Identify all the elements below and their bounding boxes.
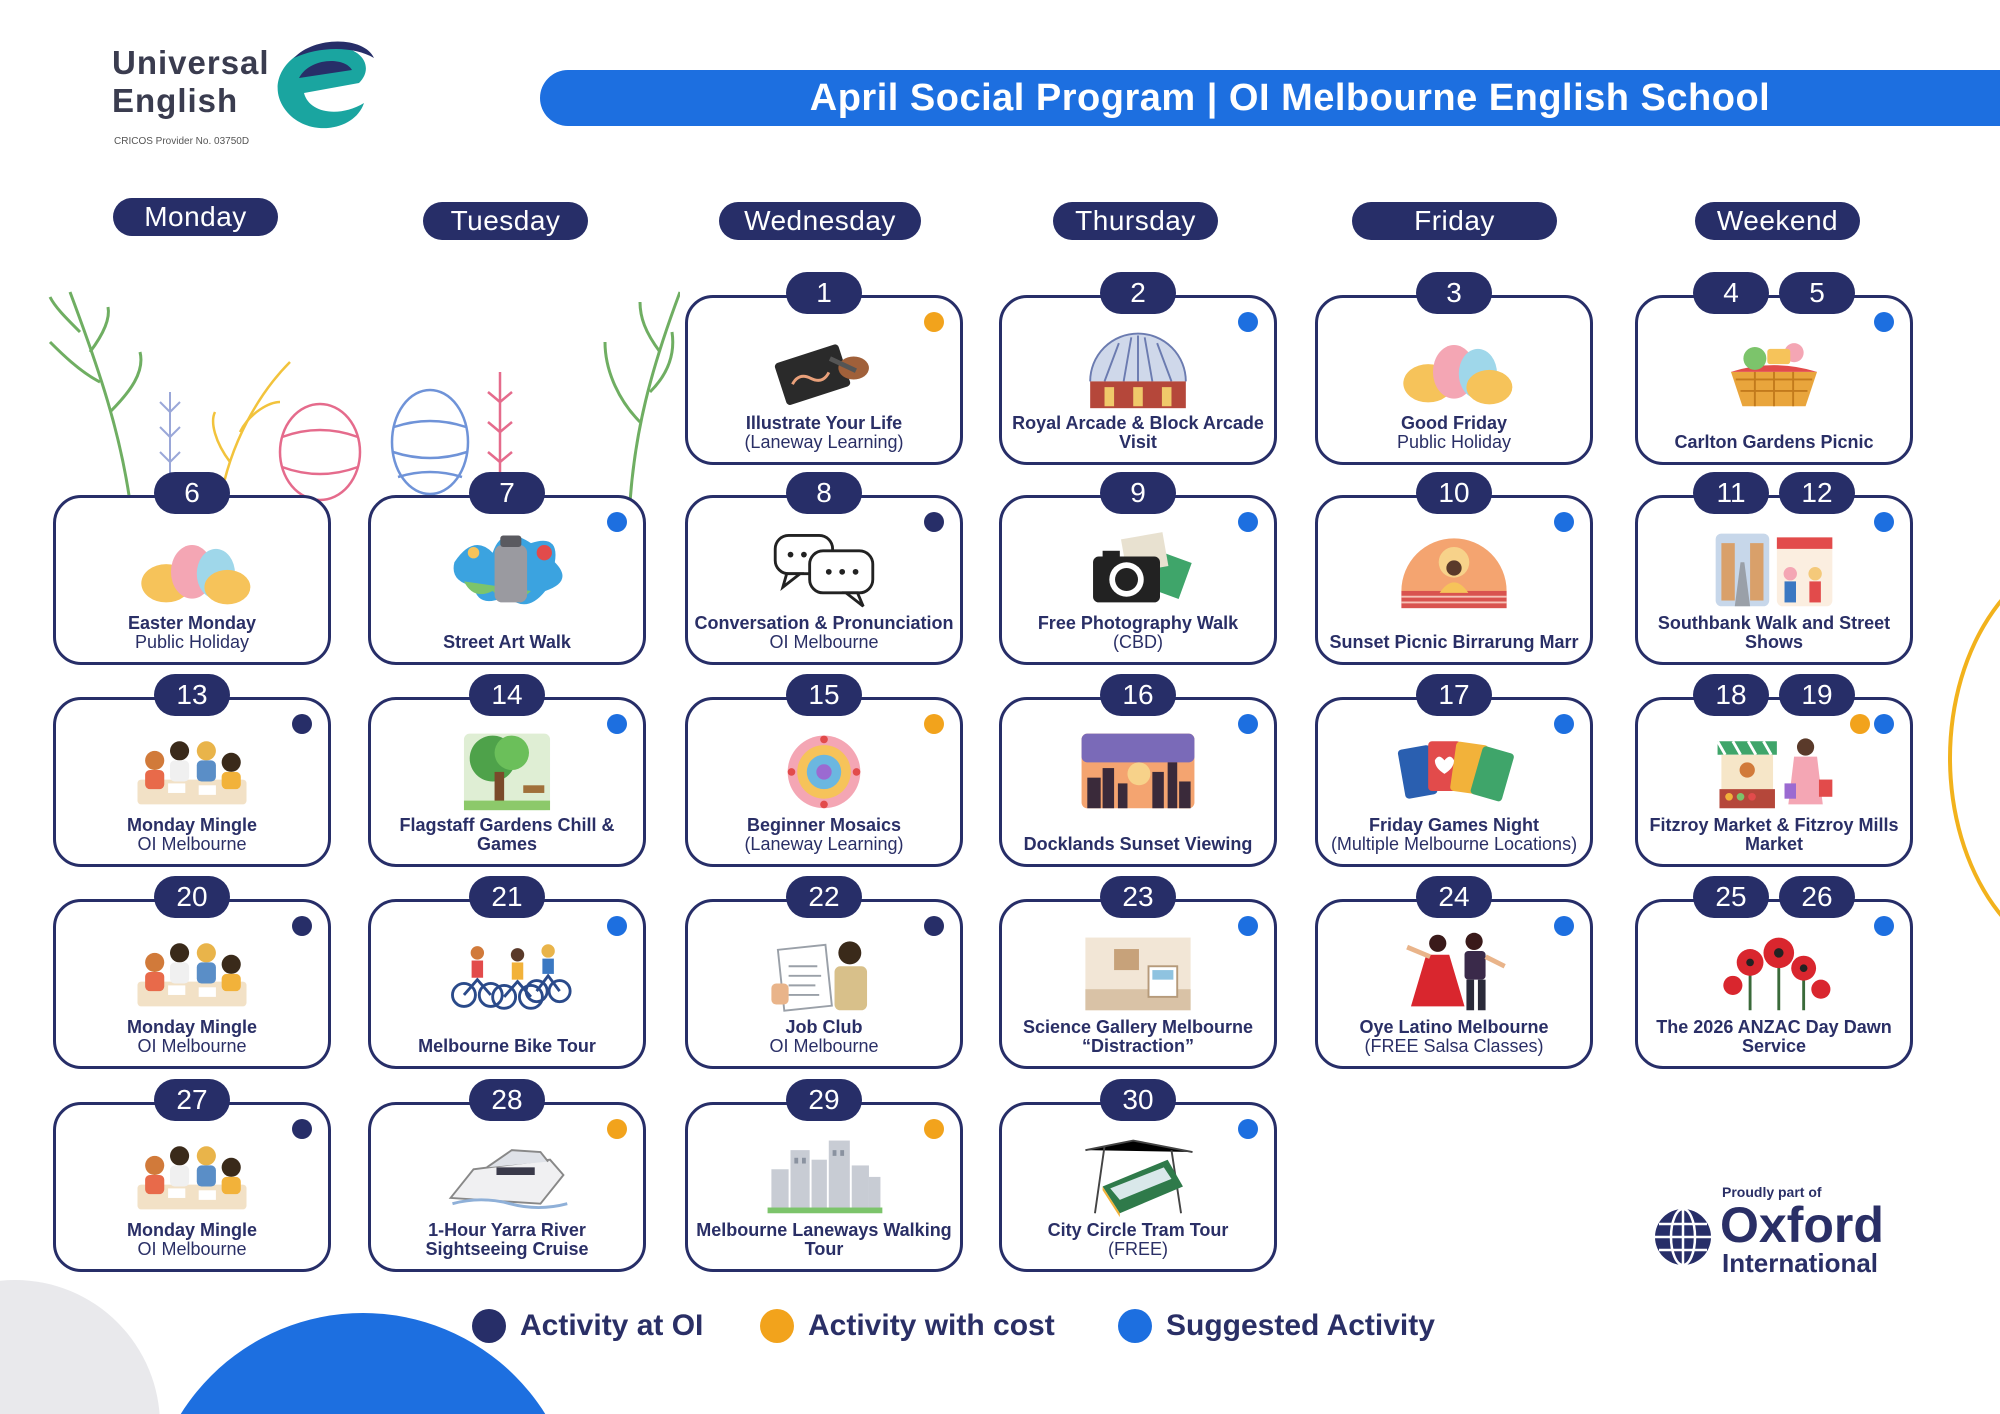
day-header-wednesday: Wednesday <box>719 202 921 240</box>
event-title: Carlton Gardens Picnic <box>1674 432 1874 452</box>
activity-type-dots <box>924 714 944 734</box>
students-icon <box>127 928 257 1016</box>
event-title: City Circle Tram Tour <box>1047 1220 1229 1240</box>
date-badges <box>688 674 960 716</box>
event-card-13 <box>53 679 331 867</box>
event-caption <box>1324 816 1584 854</box>
date-badge: 30 <box>1100 1079 1176 1121</box>
activity-dot-oi <box>924 916 944 936</box>
event-card-6 <box>53 477 331 665</box>
date-badges <box>1002 272 1274 314</box>
easter-plants-decor-icon <box>20 262 680 502</box>
activity-dot-oi <box>924 512 944 532</box>
activity-type-dots <box>607 1119 627 1139</box>
activity-dot-cost <box>1850 714 1870 734</box>
date-badge: 22 <box>786 876 862 918</box>
arcade-icon <box>1073 324 1203 412</box>
event-title: Job Club <box>785 1017 863 1037</box>
camera-icon <box>1073 524 1203 612</box>
event-caption <box>62 816 322 854</box>
event-card-20 <box>53 881 331 1069</box>
activity-type-dots <box>1874 916 1894 936</box>
salsa-dancers-icon <box>1389 928 1519 1016</box>
date-badge: 15 <box>786 674 862 716</box>
activity-dot-suggested <box>1238 916 1258 936</box>
activity-dot-suggested <box>1238 714 1258 734</box>
event-caption <box>62 614 322 652</box>
event-title: Good Friday <box>1400 413 1507 433</box>
picnic-basket-icon <box>1709 324 1839 412</box>
activity-dot-suggested <box>1554 714 1574 734</box>
date-badges <box>1638 674 1910 716</box>
event-title: Science Gallery Melbourne “Distraction” <box>1022 1017 1254 1056</box>
date-badge: 29 <box>786 1079 862 1121</box>
event-caption <box>694 1221 954 1259</box>
date-badge: 18 <box>1693 674 1769 716</box>
activity-type-dots <box>1238 512 1258 532</box>
activity-type-dots <box>1554 714 1574 734</box>
event-subtitle: (Laneway Learning) <box>744 432 904 452</box>
legend-dot-cost <box>760 1309 794 1343</box>
activity-dot-suggested <box>607 714 627 734</box>
logo-line1: Universal <box>112 44 270 81</box>
activity-dot-cost <box>607 1119 627 1139</box>
date-badge: 8 <box>786 472 862 514</box>
date-badges <box>1318 674 1590 716</box>
activity-type-dots <box>1874 312 1894 332</box>
oxford-proud-text: Proudly part of <box>1722 1184 1822 1200</box>
date-badges <box>1318 472 1590 514</box>
day-header-thursday: Thursday <box>1053 202 1218 240</box>
date-badges <box>688 272 960 314</box>
date-badge: 17 <box>1416 674 1492 716</box>
tram-icon <box>1073 1131 1203 1219</box>
playing-cards-icon <box>1389 726 1519 814</box>
activity-type-dots <box>924 1119 944 1139</box>
activity-type-dots <box>924 916 944 936</box>
event-subtitle: (Laneway Learning) <box>744 834 904 854</box>
activity-dot-suggested <box>1874 512 1894 532</box>
event-subtitle: (CBD) <box>1113 632 1163 652</box>
legend-item-cost <box>760 1306 1055 1346</box>
date-badge: 23 <box>1100 876 1176 918</box>
oxford-name: Oxford <box>1720 1197 1884 1253</box>
event-title: Southbank Walk and Street Shows <box>1657 613 1891 652</box>
event-caption <box>377 633 637 652</box>
event-title: Docklands Sunset Viewing <box>1023 834 1253 854</box>
date-badge: 28 <box>469 1079 545 1121</box>
universal-english-logo <box>112 38 372 150</box>
event-title: Easter Monday <box>127 613 257 633</box>
event-card-14 <box>368 679 646 867</box>
event-caption <box>1008 614 1268 652</box>
date-badges <box>371 674 643 716</box>
event-card-22 <box>685 881 963 1069</box>
event-subtitle: OI Melbourne <box>137 1036 247 1056</box>
event-title: Flagstaff Gardens Chill & Games <box>399 815 615 854</box>
date-badges <box>1638 272 1910 314</box>
yacht-icon <box>442 1131 572 1219</box>
date-badges <box>1002 674 1274 716</box>
activity-type-dots <box>292 1119 312 1139</box>
legend-dot-oi <box>472 1309 506 1343</box>
date-badges <box>1002 1079 1274 1121</box>
date-badge: 26 <box>1779 876 1855 918</box>
event-subtitle: Public Holiday <box>1396 432 1512 452</box>
legend-item-oi <box>472 1306 703 1346</box>
event-title: Royal Arcade & Block Arcade Visit <box>1012 413 1264 452</box>
activity-dot-suggested <box>607 916 627 936</box>
activity-dot-oi <box>292 916 312 936</box>
activity-dot-suggested <box>1238 1119 1258 1139</box>
event-card-29 <box>685 1084 963 1272</box>
activity-dot-suggested <box>1874 312 1894 332</box>
date-badges <box>688 1079 960 1121</box>
logo-line2: English <box>112 82 239 119</box>
oxford-subtitle: International <box>1722 1248 1879 1278</box>
city-buildings-icon <box>759 1131 889 1219</box>
legend-label-suggested: Suggested Activity <box>1166 1309 1435 1342</box>
event-subtitle: OI Melbourne <box>137 1239 247 1259</box>
students-icon <box>127 1131 257 1219</box>
activity-type-dots <box>1554 916 1574 936</box>
city-sunset-icon <box>1073 726 1203 814</box>
event-card-2 <box>999 277 1277 465</box>
day-header-tuesday: Tuesday <box>423 202 588 240</box>
event-subtitle: OI Melbourne <box>769 632 879 652</box>
event-title: Free Photography Walk <box>1037 613 1239 633</box>
activity-dot-cost <box>924 714 944 734</box>
event-title: Fitzroy Market & Fitzroy Mills Market <box>1649 815 1899 854</box>
event-caption <box>377 1221 637 1259</box>
event-title: Melbourne Laneways Walking Tour <box>696 1220 952 1259</box>
event-title: Melbourne Bike Tour <box>418 1036 596 1056</box>
gallery-icon <box>1073 928 1203 1016</box>
event-title: Beginner Mosaics <box>746 815 902 835</box>
activity-dot-suggested <box>1554 512 1574 532</box>
event-caption <box>1008 1018 1268 1056</box>
event-subtitle: (FREE) <box>1108 1239 1168 1259</box>
activity-type-dots <box>1238 916 1258 936</box>
date-badges <box>371 876 643 918</box>
activity-type-dots <box>607 714 627 734</box>
event-caption <box>377 816 637 854</box>
activity-dot-suggested <box>1874 916 1894 936</box>
event-card-25-26 <box>1635 881 1913 1069</box>
drawing-hands-icon <box>759 324 889 412</box>
date-badges <box>56 876 328 918</box>
date-badge: 12 <box>1779 472 1855 514</box>
event-caption <box>62 1018 322 1056</box>
event-caption <box>1324 633 1584 652</box>
event-title: Monday Mingle <box>127 1220 257 1240</box>
date-badge: 9 <box>1100 472 1176 514</box>
students-icon <box>127 726 257 814</box>
event-card-17 <box>1315 679 1593 867</box>
cricos-text: CRICOS Provider No. 03750D <box>114 136 250 147</box>
date-badge: 4 <box>1693 272 1769 314</box>
event-card-3 <box>1315 277 1593 465</box>
legend-label-cost: Activity with cost <box>808 1309 1055 1342</box>
date-badges <box>56 1079 328 1121</box>
easter-eggs-icon <box>1389 324 1519 412</box>
date-badge: 19 <box>1779 674 1855 716</box>
event-card-18-19 <box>1635 679 1913 867</box>
street-show-icon <box>1709 524 1839 612</box>
event-caption <box>1008 835 1268 854</box>
event-caption <box>377 1037 637 1056</box>
event-caption <box>1644 1018 1904 1056</box>
activity-dot-oi <box>292 714 312 734</box>
activity-dot-suggested <box>1238 512 1258 532</box>
event-title: Illustrate Your Life <box>745 413 903 433</box>
activity-dot-suggested <box>1554 916 1574 936</box>
date-badge: 3 <box>1416 272 1492 314</box>
event-card-23 <box>999 881 1277 1069</box>
date-badge: 10 <box>1416 472 1492 514</box>
day-header-weekend: Weekend <box>1695 202 1860 240</box>
activity-type-dots <box>1238 714 1258 734</box>
event-card-7 <box>368 477 646 665</box>
event-caption <box>1324 1018 1584 1056</box>
activity-dot-cost <box>924 312 944 332</box>
event-caption <box>694 816 954 854</box>
legend-label-oi: Activity at OI <box>520 1309 704 1342</box>
decor-orange-arc <box>1948 548 2000 968</box>
event-subtitle: (Multiple Melbourne Locations) <box>1330 834 1578 854</box>
event-card-16 <box>999 679 1277 867</box>
event-subtitle: (FREE Salsa Classes) <box>1364 1036 1544 1056</box>
event-caption <box>1644 614 1904 652</box>
date-badge: 16 <box>1100 674 1176 716</box>
event-card-24 <box>1315 881 1593 1069</box>
event-card-1 <box>685 277 963 465</box>
activity-type-dots <box>1238 1119 1258 1139</box>
event-title: Conversation & Pronunciation <box>694 613 954 633</box>
logo-swoosh-icon <box>264 38 376 138</box>
market-stall-icon <box>1709 726 1839 814</box>
date-badges <box>371 1079 643 1121</box>
date-badges <box>1318 272 1590 314</box>
date-badge: 1 <box>786 272 862 314</box>
date-badge: 14 <box>469 674 545 716</box>
date-badge: 5 <box>1779 272 1855 314</box>
mosaic-icon <box>759 726 889 814</box>
activity-dot-suggested <box>607 512 627 532</box>
legend-item-suggested <box>1118 1306 1435 1346</box>
date-badges <box>56 674 328 716</box>
date-badge: 25 <box>1693 876 1769 918</box>
event-caption <box>62 1221 322 1259</box>
event-caption <box>1324 414 1584 452</box>
resume-icon <box>759 928 889 1016</box>
activity-type-dots <box>607 916 627 936</box>
event-caption <box>694 414 954 452</box>
activity-type-dots <box>607 512 627 532</box>
event-card-30 <box>999 1084 1277 1272</box>
event-card-27 <box>53 1084 331 1272</box>
date-badge: 6 <box>154 472 230 514</box>
logo-wordmark <box>112 44 270 120</box>
event-caption <box>1008 414 1268 452</box>
date-badge: 21 <box>469 876 545 918</box>
event-caption <box>1008 1221 1268 1259</box>
legend-dot-suggested <box>1118 1309 1152 1343</box>
event-caption <box>1644 816 1904 854</box>
sunset-picnic-icon <box>1389 524 1519 612</box>
event-subtitle: OI Melbourne <box>769 1036 879 1056</box>
event-title: Sunset Picnic Birrarung Marr <box>1329 632 1579 652</box>
event-title: Friday Games Night <box>1368 815 1540 835</box>
event-card-8 <box>685 477 963 665</box>
decor-gray-circle <box>0 1280 160 1414</box>
activity-dot-cost <box>924 1119 944 1139</box>
event-caption <box>1644 433 1904 452</box>
activity-type-dots <box>1554 512 1574 532</box>
activity-type-dots <box>1874 512 1894 532</box>
speech-bubbles-icon <box>759 524 889 612</box>
event-card-15 <box>685 679 963 867</box>
event-subtitle: OI Melbourne <box>137 834 247 854</box>
date-badge: 2 <box>1100 272 1176 314</box>
event-card-21 <box>368 881 646 1069</box>
activity-type-dots <box>292 714 312 734</box>
page-title: April Social Program | OI Melbourne English School <box>809 77 1771 119</box>
date-badge: 13 <box>154 674 230 716</box>
easter-eggs-icon <box>127 524 257 612</box>
date-badges <box>688 472 960 514</box>
activity-type-dots <box>924 512 944 532</box>
spray-can-icon <box>442 524 572 612</box>
activity-type-dots <box>292 916 312 936</box>
event-caption <box>694 614 954 652</box>
poppies-icon <box>1709 928 1839 1016</box>
date-badges <box>1002 876 1274 918</box>
park-tree-icon <box>442 726 572 814</box>
oxford-international-logo <box>1650 1184 1900 1284</box>
date-badges <box>1318 876 1590 918</box>
date-badge: 7 <box>469 472 545 514</box>
event-title: Monday Mingle <box>127 1017 257 1037</box>
date-badges <box>688 876 960 918</box>
activity-dot-suggested <box>1874 714 1894 734</box>
event-card-11-12 <box>1635 477 1913 665</box>
activity-dot-oi <box>292 1119 312 1139</box>
title-banner <box>540 70 2000 126</box>
date-badges <box>1638 472 1910 514</box>
date-badge: 20 <box>154 876 230 918</box>
event-subtitle: Public Holiday <box>134 632 250 652</box>
date-badge: 27 <box>154 1079 230 1121</box>
event-title: 1-Hour Yarra River Sightseeing Cruise <box>425 1220 589 1259</box>
bicycles-icon <box>442 928 572 1016</box>
event-card-4-5 <box>1635 277 1913 465</box>
activity-type-dots <box>1850 714 1894 734</box>
event-card-28 <box>368 1084 646 1272</box>
activity-dot-suggested <box>1238 312 1258 332</box>
event-title: The 2026 ANZAC Day Dawn Service <box>1656 1017 1892 1056</box>
globe-icon <box>1652 1206 1714 1268</box>
date-badge: 24 <box>1416 876 1492 918</box>
date-badges <box>1002 472 1274 514</box>
date-badges <box>1638 876 1910 918</box>
event-title: Street Art Walk <box>443 632 571 652</box>
date-badge: 11 <box>1693 472 1769 514</box>
date-badges <box>56 472 328 514</box>
day-header-monday: Monday <box>113 198 278 236</box>
date-badges <box>371 472 643 514</box>
event-caption <box>694 1018 954 1056</box>
event-title: Monday Mingle <box>127 815 257 835</box>
activity-type-dots <box>1238 312 1258 332</box>
event-card-9 <box>999 477 1277 665</box>
event-card-10 <box>1315 477 1593 665</box>
day-header-friday: Friday <box>1352 202 1557 240</box>
activity-type-dots <box>924 312 944 332</box>
event-title: Oye Latino Melbourne <box>1359 1017 1549 1037</box>
